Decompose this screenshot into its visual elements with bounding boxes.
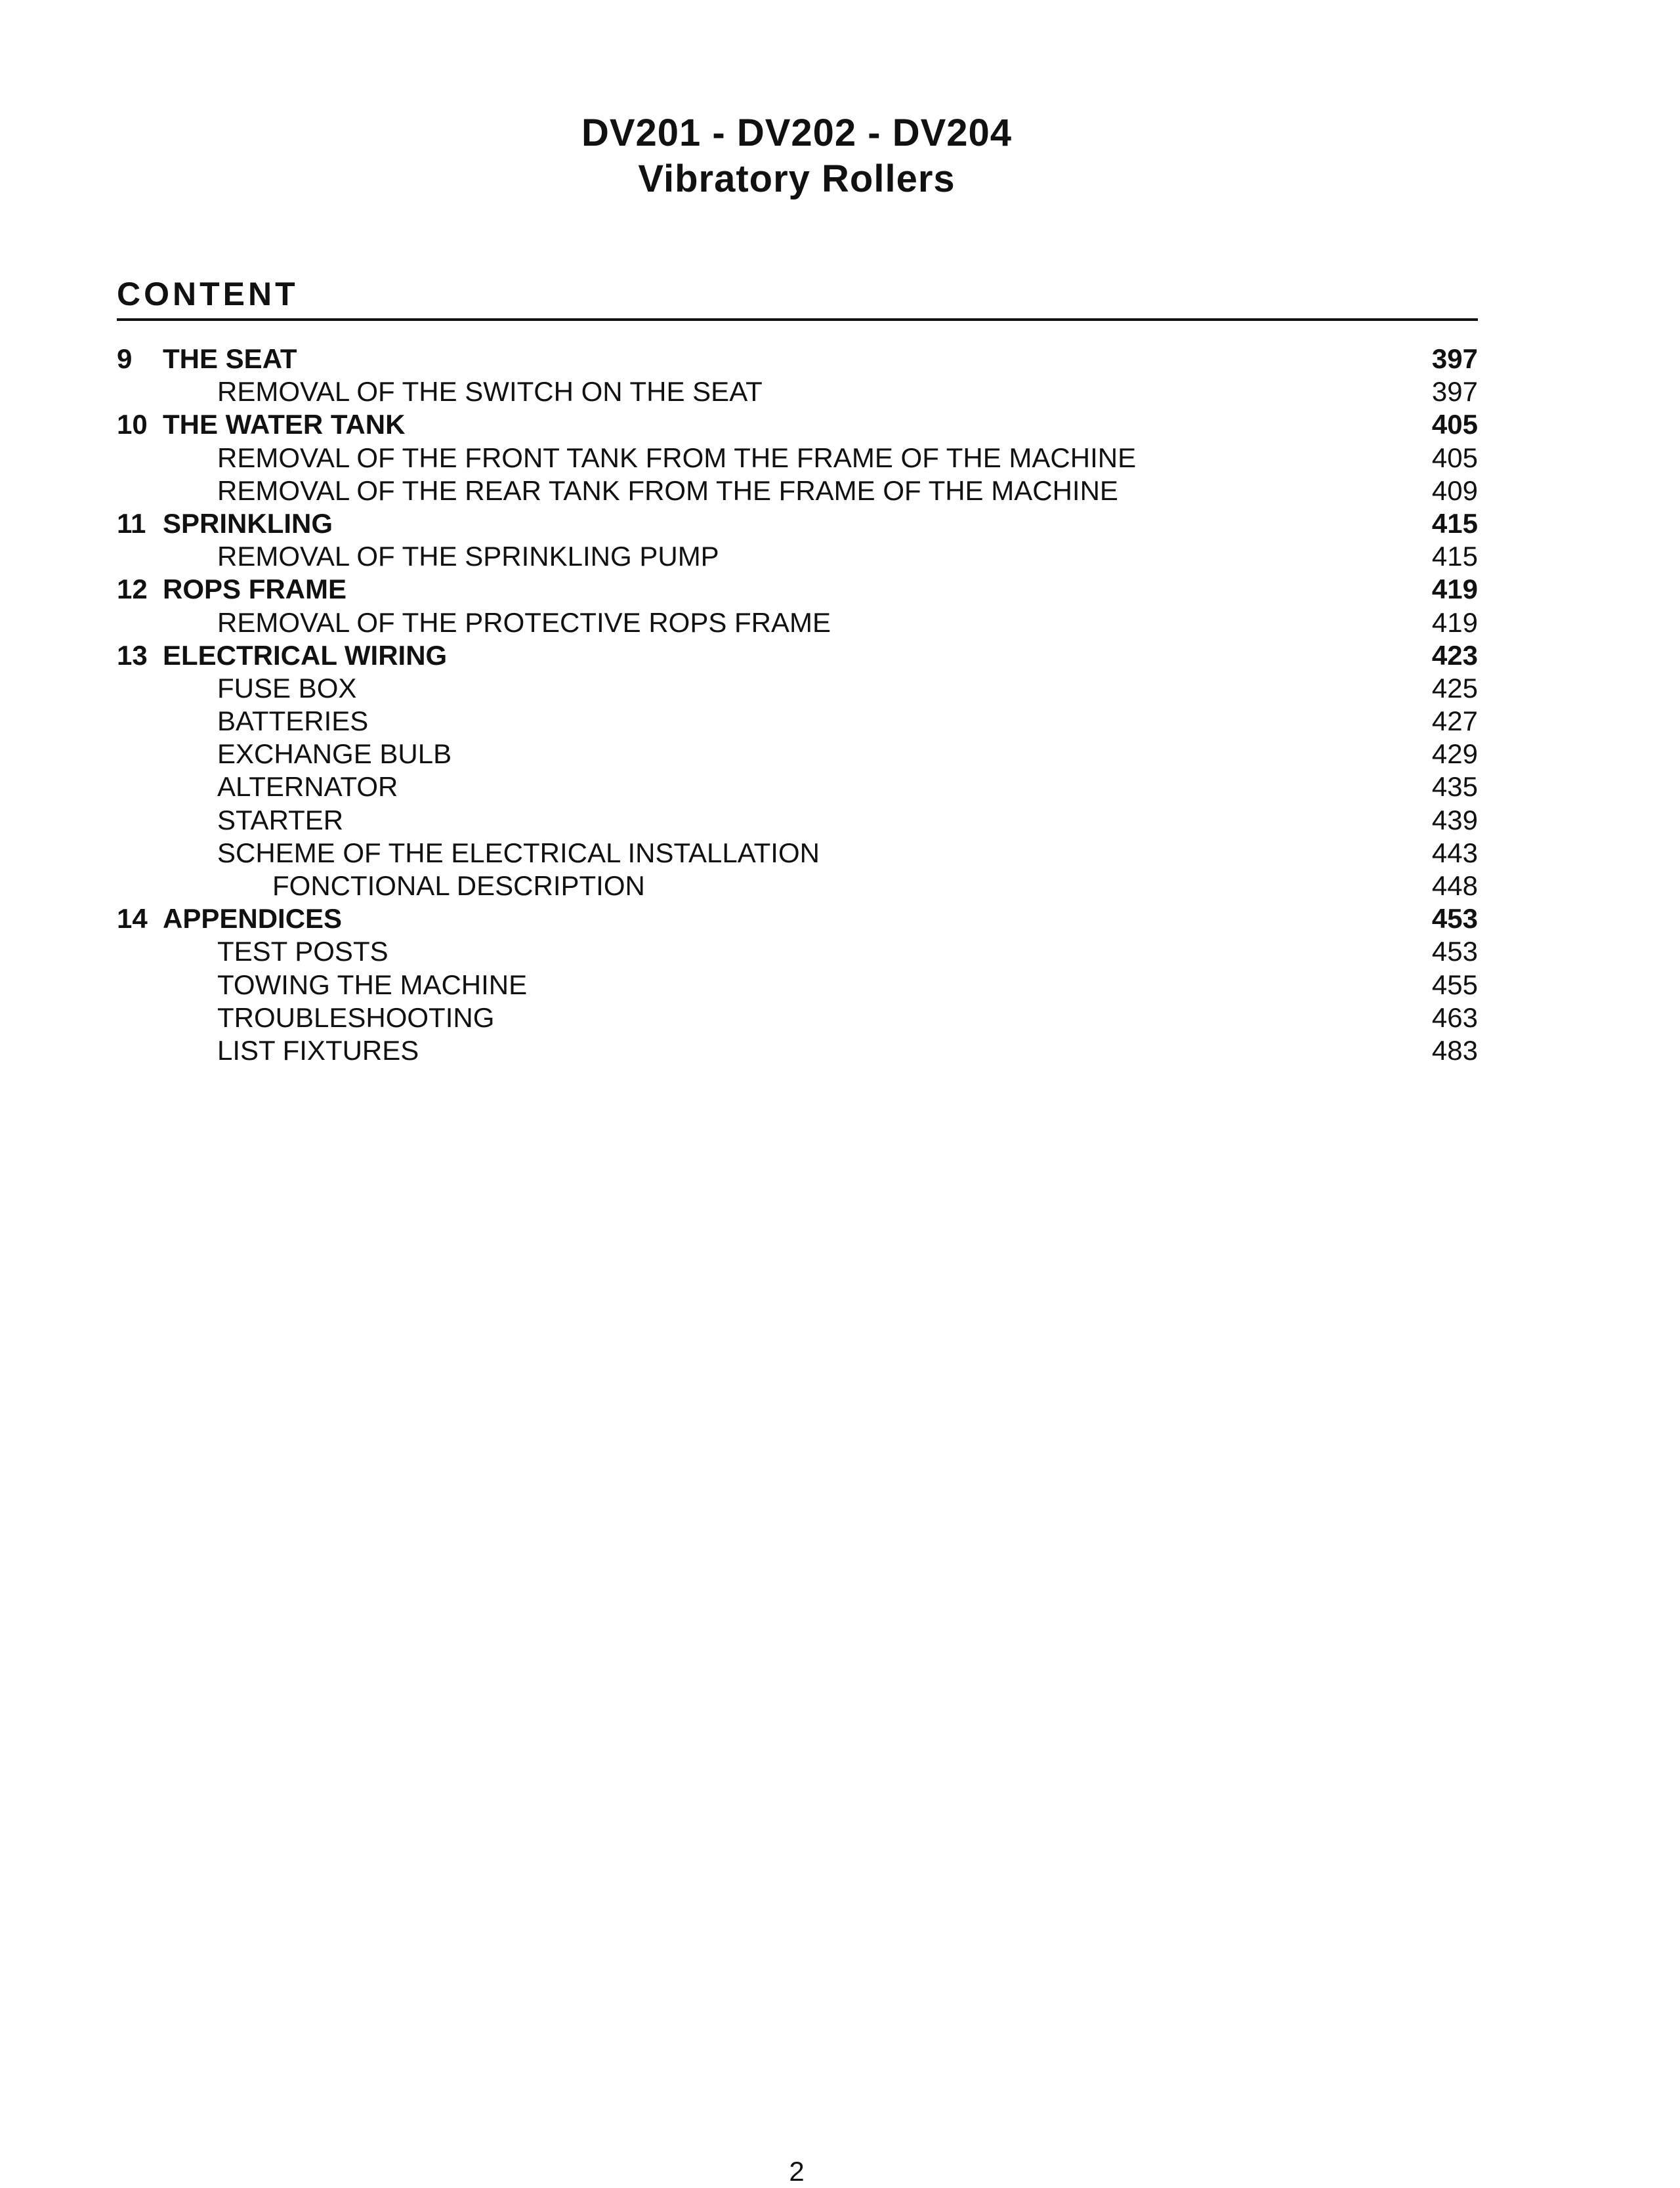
toc-title: FUSE BOX (217, 672, 357, 704)
toc-chapter-row (117, 507, 1478, 540)
toc-title: REMOVAL OF THE REAR TANK FROM THE FRAME OF THE MACHINE (217, 474, 1118, 506)
toc-entry-row (117, 672, 1478, 705)
toc-page-number: 448 (1431, 870, 1478, 901)
toc-page-number: 435 (1431, 771, 1478, 803)
toc-title: REMOVAL OF THE SWITCH ON THE SEAT (217, 376, 763, 408)
toc-entry-row (117, 1034, 1478, 1067)
toc-title: THE WATER TANK (163, 409, 406, 440)
toc-page-number: 415 (1431, 541, 1478, 572)
toc-chapter-number: 14 (117, 903, 148, 935)
toc-page-number: 453 (1431, 903, 1478, 935)
toc-entry-row (117, 606, 1478, 639)
toc-title: SCHEME OF THE ELECTRICAL INSTALLATION (217, 837, 820, 868)
toc-title: STARTER (217, 804, 344, 835)
toc-page-number: 409 (1431, 474, 1478, 506)
toc-title: ELECTRICAL WIRING (163, 639, 448, 671)
toc-title: REMOVAL OF THE FRONT TANK FROM THE FRAME OF THE MACHINE (217, 442, 1137, 473)
toc-chapter-number: 11 (117, 507, 146, 539)
toc-title: SPRINKLING (163, 507, 333, 539)
toc-page-number: 453 (1431, 936, 1478, 967)
document-title: DV201 - DV202 - DV204 (581, 112, 1013, 154)
toc-title: THE SEAT (163, 343, 297, 374)
toc-title: TEST POSTS (217, 936, 388, 967)
toc-entry-row (117, 540, 1478, 573)
toc-entry-row (117, 837, 1478, 870)
toc-page-number: 429 (1431, 738, 1478, 770)
toc-title: FONCTIONAL DESCRIPTION (272, 870, 645, 901)
toc-entry-row (117, 770, 1478, 803)
toc-entry-row (117, 935, 1478, 968)
toc-title: LIST FIXTURES (217, 1034, 419, 1066)
page-number: 2 (789, 2156, 805, 2187)
toc-title: TOWING THE MACHINE (217, 969, 528, 1000)
heading-rule (117, 318, 1478, 321)
toc-entry-row (117, 1001, 1478, 1034)
toc-chapter-row (117, 573, 1478, 606)
toc-chapter-row (117, 408, 1478, 441)
toc-page-number: 443 (1431, 837, 1478, 868)
toc-title: EXCHANGE BULB (217, 738, 452, 770)
toc-title: REMOVAL OF THE PROTECTIVE ROPS FRAME (217, 606, 831, 638)
toc-page-number: 425 (1431, 672, 1478, 704)
toc-chapter-row (117, 902, 1478, 935)
toc-entry-row (117, 442, 1478, 474)
toc-entry-row (117, 870, 1478, 902)
toc-page-number: 463 (1431, 1001, 1478, 1033)
toc-page-number: 423 (1431, 639, 1478, 671)
toc-title: ALTERNATOR (217, 771, 398, 803)
toc-page-number: 397 (1431, 376, 1478, 408)
toc-page-number: 415 (1431, 507, 1478, 539)
document-subtitle: Vibratory Rollers (638, 158, 956, 200)
toc-page-number: 483 (1431, 1034, 1478, 1066)
toc-entry-row (117, 474, 1478, 507)
toc-chapter-number: 9 (117, 343, 133, 374)
toc-page-number: 405 (1431, 442, 1478, 473)
toc-title: APPENDICES (163, 903, 343, 935)
toc-chapter-number: 10 (117, 409, 148, 440)
toc-chapter-number: 12 (117, 574, 148, 605)
toc-page-number: 397 (1431, 343, 1478, 374)
section-heading: CONTENT (117, 276, 299, 312)
toc-page-number: 405 (1431, 409, 1478, 440)
toc-page-number: 427 (1431, 705, 1478, 737)
toc-page-number: 439 (1431, 804, 1478, 835)
toc-title: ROPS FRAME (163, 574, 347, 605)
toc-entry-row (117, 969, 1478, 1001)
toc-page-number: 455 (1431, 969, 1478, 1000)
toc-title: TROUBLESHOOTING (217, 1001, 495, 1033)
toc-chapter-row (117, 343, 1478, 375)
toc-entry-row (117, 705, 1478, 738)
page-header (0, 110, 1593, 202)
toc-chapter-row (117, 639, 1478, 672)
toc-entry-row (117, 375, 1478, 408)
table-of-contents (117, 343, 1478, 1067)
toc-page-number: 419 (1431, 606, 1478, 638)
toc-title: BATTERIES (217, 705, 369, 737)
toc-entry-row (117, 804, 1478, 837)
toc-page-number: 419 (1431, 574, 1478, 605)
toc-title: REMOVAL OF THE SPRINKLING PUMP (217, 541, 719, 572)
toc-chapter-number: 13 (117, 639, 148, 671)
toc-entry-row (117, 738, 1478, 770)
